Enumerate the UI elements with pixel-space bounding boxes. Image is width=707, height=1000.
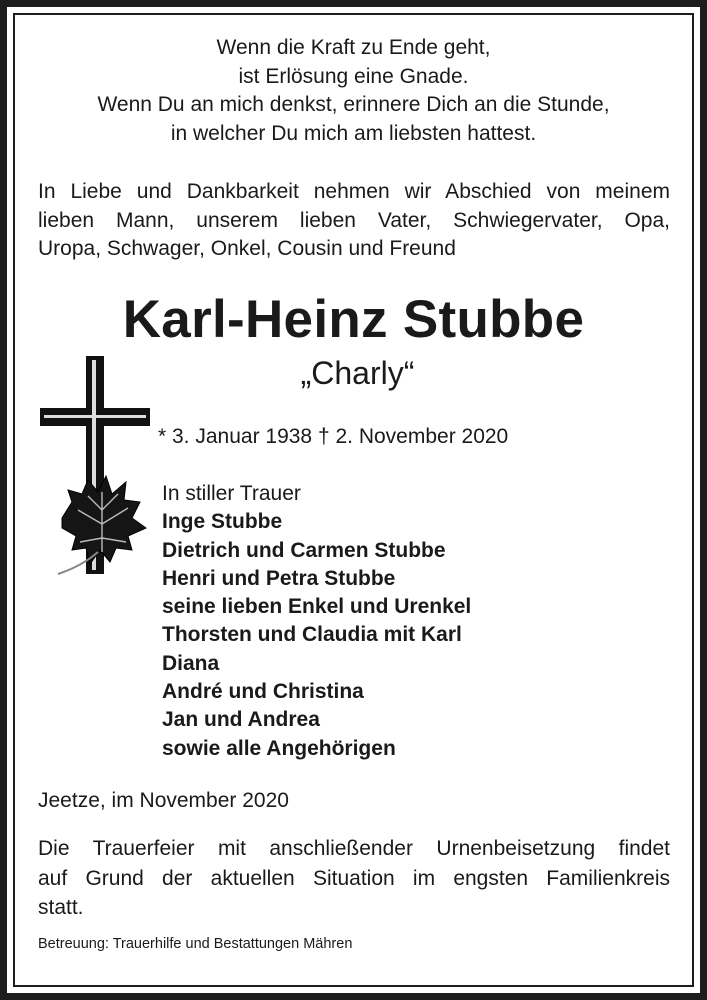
list-item: André und Christina bbox=[162, 680, 364, 704]
list-item: Diana bbox=[162, 651, 220, 675]
list-item: Thorsten und Claudia mit Karl bbox=[162, 623, 462, 647]
funeral-home-credit: Betreuung: Trauerhilfe und Bestattungen Mähren bbox=[38, 936, 353, 952]
list-item: Jan und Andrea bbox=[162, 708, 320, 732]
poem-line: ist Erlösung eine Gnade. bbox=[238, 64, 469, 88]
list-item: sowie alle Angehörigen bbox=[162, 736, 396, 760]
life-dates: * 3. Januar 1938 † 2. November 2020 bbox=[158, 425, 509, 448]
ceremony-line: auf Grund der aktuellen Situation im engsten Familienkreis bbox=[38, 866, 670, 890]
deceased-nickname: „Charly“ bbox=[300, 355, 415, 391]
poem-line: Wenn die Kraft zu Ende geht, bbox=[216, 36, 491, 59]
intro-line: lieben Mann, unserem lieben Vater, Schwiegervater, Opa, bbox=[38, 208, 670, 232]
farewell-intro bbox=[38, 178, 670, 264]
memorial-poem bbox=[30, 34, 677, 148]
list-item: Dietrich und Carmen Stubbe bbox=[162, 538, 446, 562]
cross-with-leaf-art bbox=[38, 352, 154, 584]
intro-line: In Liebe und Dankbarkeit nehmen wir Abschied von meinem bbox=[38, 180, 670, 203]
poem-line: Wenn Du an mich denkst, erinnere Dich an die Stunde, bbox=[97, 93, 610, 116]
list-item: Inge Stubbe bbox=[162, 510, 283, 534]
place-and-date: Jeetze, im November 2020 bbox=[38, 789, 289, 812]
mourners-list bbox=[162, 480, 471, 763]
list-item: seine lieben Enkel und Urenkel bbox=[162, 595, 472, 619]
intro-line: Uropa, Schwager, Onkel, Cousin und Freund bbox=[38, 237, 456, 260]
list-item: Henri und Petra Stubbe bbox=[162, 566, 396, 590]
ceremony-notice bbox=[38, 834, 670, 923]
ceremony-line: statt. bbox=[38, 896, 84, 919]
poem-line: in welcher Du mich am liebsten hattest. bbox=[170, 121, 537, 145]
ceremony-line: Die Trauerfeier mit anschließender Urnenbeisetzung findet bbox=[38, 837, 670, 860]
mourners-lead: In stiller Trauer bbox=[162, 482, 301, 505]
deceased-name: Karl-Heinz Stubbe bbox=[122, 290, 585, 349]
